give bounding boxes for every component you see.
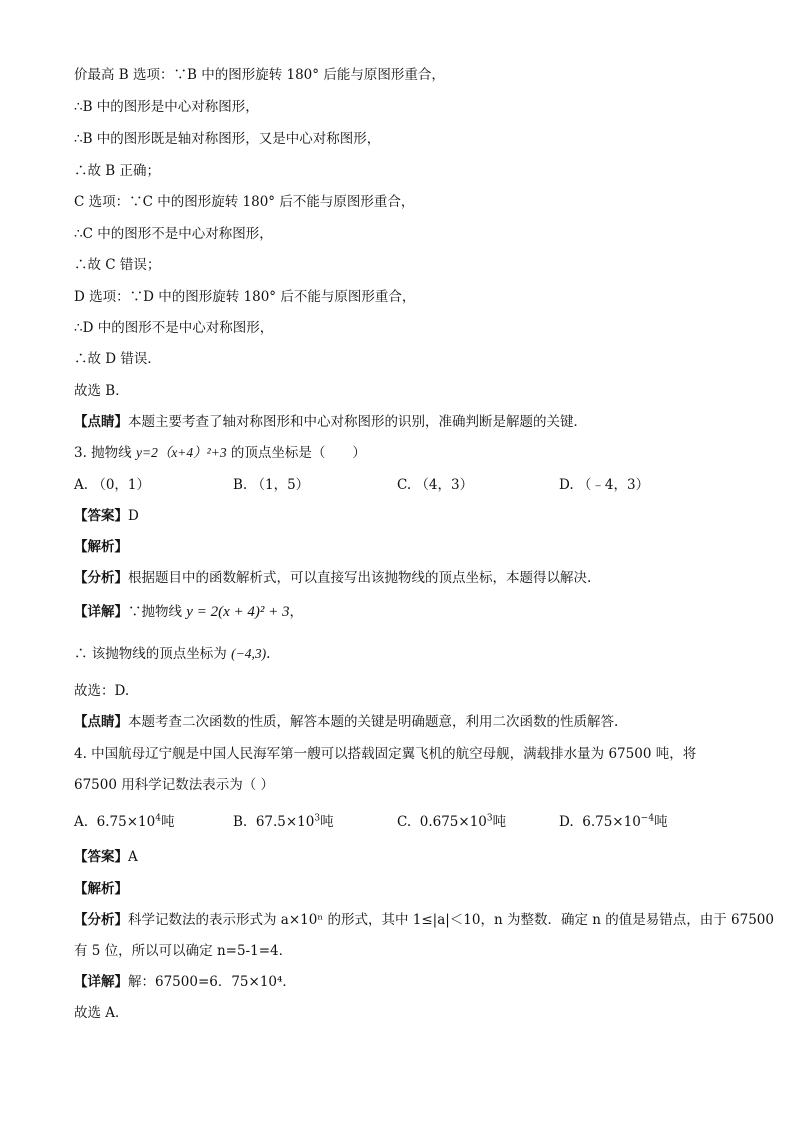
xiangjie-equation: y = 2(x + 4)² + 3 (186, 604, 290, 620)
conclusion-equation: (−4,3) (231, 646, 267, 661)
answer-line (74, 507, 754, 525)
fenxi-line (74, 569, 754, 587)
xiangjie-line (74, 973, 754, 991)
question-3-stem (74, 444, 754, 462)
xiangjie-prefix: ∵抛物线 (128, 604, 187, 620)
option-b: B. （1，5） (233, 477, 310, 493)
option-b: B. $67.5\times 10^3$吨 (233, 813, 334, 830)
dianjing-tag: 【点睛】 (74, 414, 128, 430)
question-4-stem-line-1: 4. 中国航母辽宁舰是中国人民海军第一艘可以搭载固定翼飞机的航空母舰，满载排水量为 67500 吨，将 (74, 746, 697, 762)
stem-prefix: 3. 抛物线 (74, 445, 136, 461)
fenxi-text: 科学记数法的表示形式为 a×10ⁿ 的形式，其中 1≤|a|＜10，n 为整数．确定 n 的值是易错点，由于 67500 (128, 912, 774, 928)
conclusion-line (74, 645, 754, 663)
answer-tag: 【答案】 (74, 508, 128, 524)
text-line: ∴故 D 错误． (74, 351, 161, 367)
fenxi-tag: 【分析】 (74, 570, 128, 586)
answer-line (74, 848, 754, 866)
option-a: A. （0，1） (74, 477, 151, 493)
choose-line: 故选：D. (74, 683, 130, 699)
fenxi-tag: 【分析】 (74, 912, 128, 928)
option-d: D. （﹣4，3） (559, 477, 650, 493)
text-line: ∴故 C 错误； (74, 257, 161, 273)
text-line: ∴D 中的图形不是中心对称图形， (74, 320, 274, 336)
xiangjie-tag: 【详解】 (74, 604, 128, 620)
conclusion-suffix: . (266, 646, 271, 662)
xiangjie-line (74, 603, 754, 621)
fenxi-line-2: 有 5 位，所以可以确定 n=5-1=4． (74, 943, 293, 959)
option-c: C. （4，3） (397, 477, 474, 493)
choose-line: 故选 A． (74, 1005, 129, 1021)
xiangjie-text: 解：67500=6．75×10⁴． (128, 974, 296, 990)
stem-suffix: 的顶点坐标是（ ） (226, 445, 366, 461)
option-c: C. $0.675\times 10^3$吨 (397, 813, 507, 830)
jiexi-tag: 【解析】 (74, 539, 128, 555)
option-a: A. $6.75\times 10^4$吨 (74, 813, 175, 830)
text-line: ∴B 中的图形既是轴对称图形，又是中心对称图形， (74, 131, 381, 147)
text-line: 价最高 B 选项：∵B 中的图形旋转 180° 后能与原图形重合， (74, 67, 445, 83)
fenxi-line (74, 911, 774, 929)
stem-equation: y=2（x+4）²+3 (135, 445, 227, 460)
jiexi-line (74, 880, 754, 898)
question-4-stem-line-2: 67500 用科学记数法表示为（ ） (74, 777, 275, 793)
dianjing-line (74, 713, 754, 731)
dianjing-text: 本题主要考查了轴对称图形和中心对称图形的识别，准确判断是解题的关键． (128, 414, 587, 430)
xiangjie-tag: 【详解】 (74, 974, 128, 990)
dianjing-tag: 【点睛】 (74, 714, 128, 730)
xiangjie-suffix: ， (289, 604, 303, 620)
fenxi-text: 根据题目中的函数解析式，可以直接写出该抛物线的顶点坐标，本题得以解决. (128, 570, 592, 586)
answer-value: A (128, 849, 138, 865)
answer-value: D (128, 508, 139, 524)
option-d: D. $6.75\times 10^{-4}$吨 (559, 813, 668, 830)
jiexi-tag: 【解析】 (74, 881, 128, 897)
text-line: D 选项：∵D 中的图形旋转 180° 后不能与原图形重合， (74, 289, 416, 305)
text-line: ∴故 B 正确； (74, 163, 161, 179)
dianjing-text: 本题考查二次函数的性质，解答本题的关键是明确题意，利用二次函数的性质解答. (128, 714, 619, 730)
text-line: 故选 B． (74, 383, 129, 399)
jiexi-line (74, 538, 754, 556)
text-line: ∴C 中的图形不是中心对称图形， (74, 226, 273, 242)
answer-tag: 【答案】 (74, 849, 128, 865)
dianjing-line (74, 413, 754, 431)
conclusion-prefix: ∴ 该抛物线的顶点坐标为 (74, 646, 232, 662)
text-line: C 选项：∵C 中的图形旋转 180° 后不能与原图形重合， (74, 194, 415, 210)
text-line: ∴B 中的图形是中心对称图形， (74, 99, 259, 115)
